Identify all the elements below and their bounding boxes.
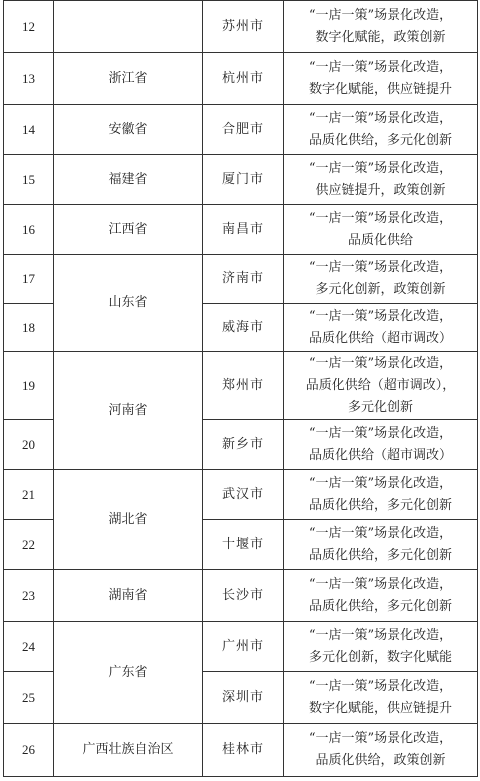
- features-cell: [284, 205, 478, 255]
- feature-line: 供应链提升，政策创新: [315, 182, 446, 198]
- feature-line: “一店一策”场景化改造，: [308, 731, 453, 746]
- province-cell: 广西壮族自治区: [54, 724, 203, 777]
- feature-line: “一店一策”场景化改造，: [308, 475, 453, 491]
- features-cell: [284, 255, 478, 304]
- feature-line: 品质化供给，多元化创新: [308, 497, 452, 513]
- features-cell: [284, 622, 478, 672]
- city-cell: 新乡市: [203, 420, 284, 470]
- feature-line: 数字化赋能，供应链提升: [308, 81, 452, 97]
- province-cell: 广东省: [54, 622, 203, 724]
- city-cell: 长沙市: [203, 570, 284, 622]
- row-number: 25: [4, 672, 54, 724]
- table-row: [4, 105, 478, 155]
- city-cell: 厦门市: [203, 155, 284, 205]
- city-cell: 合肥市: [203, 105, 284, 155]
- features-cell: [284, 520, 478, 570]
- feature-line: 品质化供给: [347, 232, 413, 248]
- province-cell: 安徽省: [54, 105, 203, 155]
- feature-line: “一店一策”场景化改造，: [308, 210, 453, 226]
- province-cell: [54, 1, 203, 53]
- row-number: 12: [4, 1, 54, 53]
- city-cell: 深圳市: [203, 672, 284, 724]
- row-number: 15: [4, 155, 54, 205]
- city-cell: 十堰市: [203, 520, 284, 570]
- feature-line: “一店一策”场景化改造，: [308, 260, 453, 275]
- row-number: 17: [4, 255, 54, 304]
- row-number: 23: [4, 570, 54, 622]
- city-cell: 南昌市: [203, 205, 284, 255]
- features-cell: [284, 724, 478, 777]
- pilot-cities-table: [3, 0, 478, 777]
- feature-line: “一店一策”场景化改造，: [308, 678, 453, 694]
- features-cell: [284, 570, 478, 622]
- table-row: [4, 155, 478, 205]
- table-row: [4, 724, 478, 777]
- feature-line: “一店一策”场景化改造，: [308, 7, 453, 23]
- features-cell: [284, 53, 478, 105]
- city-cell: 桂林市: [203, 724, 284, 777]
- feature-line: 品质化供给，多元化创新: [308, 598, 452, 614]
- table-body: [4, 1, 478, 777]
- province-cell: 福建省: [54, 155, 203, 205]
- city-cell: 广州市: [203, 622, 284, 672]
- features-cell: [284, 105, 478, 155]
- feature-line: “一店一策”场景化改造，: [308, 627, 453, 643]
- row-number: 16: [4, 205, 54, 255]
- row-number: 21: [4, 470, 54, 520]
- features-cell: [284, 470, 478, 520]
- row-number: 18: [4, 304, 54, 352]
- feature-line: 多元化创新，数字化赋能: [308, 649, 452, 665]
- city-cell: 武汉市: [203, 470, 284, 520]
- row-number: 22: [4, 520, 54, 570]
- feature-line: 品质化供给（超市调改）: [308, 447, 452, 463]
- feature-line: 品质化供给，多元化创新: [308, 547, 452, 563]
- feature-line: “一店一策”场景化改造，: [308, 425, 453, 441]
- feature-line: “一店一策”场景化改造，: [308, 576, 453, 592]
- row-number: 13: [4, 53, 54, 105]
- city-cell: 威海市: [203, 304, 284, 352]
- province-cell: 浙江省: [54, 53, 203, 105]
- feature-line: “一店一策”场景化改造，: [308, 110, 453, 126]
- table-row: [4, 205, 478, 255]
- features-cell: [284, 420, 478, 470]
- feature-line: 数字化赋能，供应链提升: [308, 700, 452, 716]
- feature-line: “一店一策”场景化改造，: [308, 160, 453, 176]
- table-row: [4, 470, 478, 520]
- city-cell: 苏州市: [203, 1, 284, 53]
- feature-line: 多元化创新: [347, 399, 413, 415]
- province-cell: 河南省: [54, 352, 203, 470]
- table-row: [4, 53, 478, 105]
- features-cell: [284, 1, 478, 53]
- features-cell: [284, 304, 478, 352]
- features-cell: [284, 672, 478, 724]
- city-cell: 郑州市: [203, 352, 284, 420]
- province-cell: 江西省: [54, 205, 203, 255]
- table-row: [4, 255, 478, 304]
- row-number: 19: [4, 352, 54, 420]
- province-cell: 山东省: [54, 255, 203, 352]
- table-row: [4, 1, 478, 53]
- features-cell: [284, 352, 478, 420]
- feature-line: 品质化供给，政策创新: [315, 753, 446, 768]
- row-number: 14: [4, 105, 54, 155]
- feature-line: 多元化创新，政策创新: [315, 282, 446, 297]
- table-row: [4, 352, 478, 420]
- city-cell: 济南市: [203, 255, 284, 304]
- row-number: 26: [4, 724, 54, 777]
- feature-line: “一店一策”场景化改造，: [308, 308, 453, 324]
- row-number: 24: [4, 622, 54, 672]
- city-cell: 杭州市: [203, 53, 284, 105]
- feature-line: 品质化供给，多元化创新: [308, 132, 452, 148]
- feature-line: 品质化供给（超市调改）: [308, 330, 452, 346]
- table-row: [4, 570, 478, 622]
- feature-line: 数字化赋能，政策创新: [315, 29, 446, 45]
- province-cell: 湖南省: [54, 570, 203, 622]
- feature-line: “一店一策”场景化改造，: [308, 355, 453, 371]
- province-cell: 湖北省: [54, 470, 203, 570]
- features-cell: [284, 155, 478, 205]
- feature-line: 品质化供给（超市调改），: [305, 377, 456, 393]
- row-number: 20: [4, 420, 54, 470]
- feature-line: “一店一策”场景化改造，: [308, 525, 453, 541]
- feature-line: “一店一策”场景化改造，: [308, 59, 453, 75]
- table-row: [4, 622, 478, 672]
